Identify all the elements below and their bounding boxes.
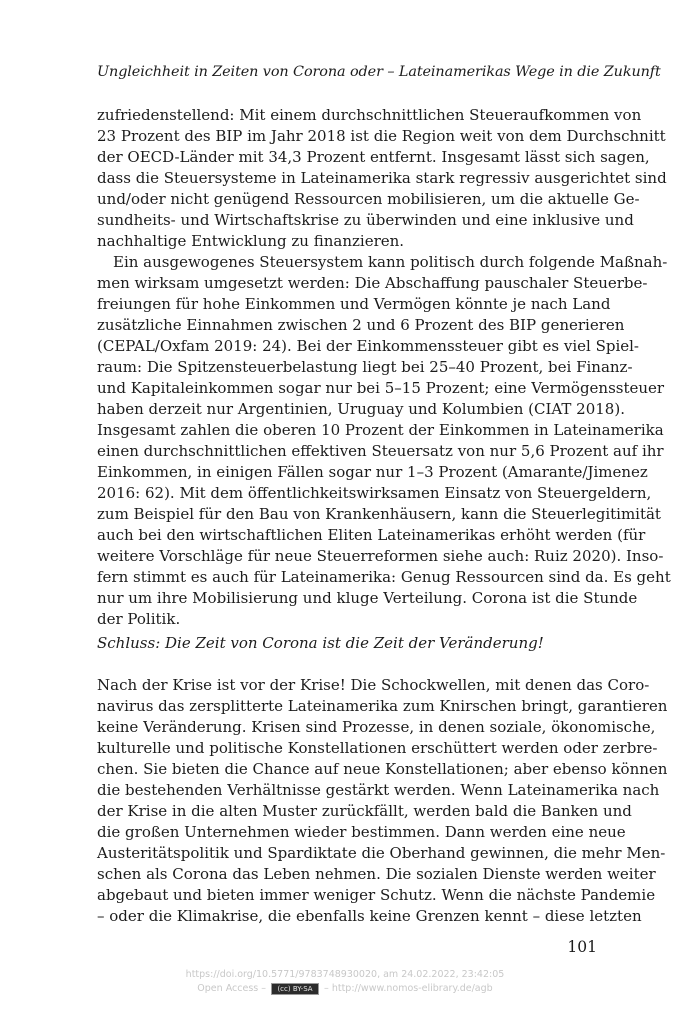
section-heading: Schluss: Die Zeit von Corona ist die Zeit der Veränderung! bbox=[97, 634, 544, 652]
cc-license-icon[interactable]: (cc) BY-SA bbox=[271, 983, 319, 995]
text-line: men wirksam umgesetzt werden: Die Abschaffung pauschaler Steuerbe- bbox=[97, 274, 648, 292]
text-line: 23 Prozent des BIP im Jahr 2018 ist die Region weit von dem Durchschnitt bbox=[97, 127, 666, 145]
text-line: fern stimmt es auch für Lateinamerika: Genug Ressourcen sind da. Es geht bbox=[97, 568, 671, 586]
text-line: der Politik. bbox=[97, 610, 181, 628]
text-line: der OECD-Länder mit 34,3 Prozent entfernt. Insgesamt lässt sich sagen, bbox=[97, 148, 650, 166]
text-line: abgebaut und bieten immer weniger Schutz. Wenn die nächste Pandemie bbox=[97, 886, 656, 904]
text-line: der Krise in die alten Muster zurückfällt, werden bald die Banken und bbox=[97, 802, 632, 820]
text-line: zufriedenstellend: Mit einem durchschnittlichen Steueraufkommen von bbox=[97, 106, 642, 124]
text-line: die bestehenden Verhältnisse gestärkt werden. Wenn Lateinamerika nach bbox=[97, 781, 660, 799]
text-line: Insgesamt zahlen die oberen 10 Prozent der Einkommen in Lateinamerika bbox=[97, 421, 664, 439]
page-number: 101 bbox=[567, 938, 597, 956]
open-access-label: Open Access – bbox=[197, 983, 266, 994]
text-line: kulturelle und politische Konstellationen erschüttert werden oder zerbre- bbox=[97, 739, 658, 757]
text-line: raum: Die Spitzensteuerbelastung liegt bei 25–40 Prozent, bei Finanz- bbox=[97, 358, 633, 376]
text-line: einen durchschnittlichen effektiven Steuersatz von nur 5,6 Prozent auf ihr bbox=[97, 442, 664, 460]
text-line: auch bei den wirtschaftlichen Eliten Lateinamerikas erhöht werden (für bbox=[97, 526, 646, 544]
text-line: navirus das zersplitterte Lateinamerika zum Knirschen bringt, garantieren bbox=[97, 697, 668, 715]
doi-line[interactable]: https://doi.org/10.5771/9783748930020, am 24.02.2022, 23:42:05 bbox=[185, 969, 505, 980]
agb-link[interactable]: – http://www.nomos-elibrary.de/agb bbox=[324, 983, 493, 994]
text-line: schen als Corona das Leben nehmen. Die sozialen Dienste werden weiter bbox=[97, 865, 656, 883]
text-line: dass die Steuersysteme in Lateinamerika stark regressiv ausgerichtet sind bbox=[97, 169, 667, 187]
text-line: freiungen für hohe Einkommen und Vermögen könnte je nach Land bbox=[97, 295, 611, 313]
text-line: zusätzliche Einnahmen zwischen 2 und 6 Prozent des BIP generieren bbox=[97, 316, 625, 334]
text-line: 2016: 62). Mit dem öffentlichkeitswirksamen Einsatz von Steuergeldern, bbox=[97, 484, 652, 502]
text-line: Nach der Krise ist vor der Krise! Die Schockwellen, mit denen das Coro- bbox=[97, 676, 650, 694]
text-line: Ein ausgewogenes Steuersystem kann politisch durch folgende Maßnah- bbox=[113, 253, 668, 271]
text-line: Austeritätspolitik und Spardiktate die Oberhand gewinnen, die mehr Men- bbox=[97, 844, 666, 862]
text-line: weitere Vorschläge für neue Steuerreformen siehe auch: Ruiz 2020). Inso- bbox=[97, 547, 664, 565]
running-header: Ungleichheit in Zeiten von Corona oder – Lateinamerikas Wege in die Zukunft bbox=[97, 64, 661, 80]
text-line: keine Veränderung. Krisen sind Prozesse, in denen soziale, ökonomische, bbox=[97, 718, 656, 736]
text-line: – oder die Klimakrise, die ebenfalls keine Grenzen kennt – diese letzten bbox=[97, 907, 642, 925]
paragraph-2 bbox=[97, 252, 671, 630]
text-line: zum Beispiel für den Bau von Krankenhäusern, kann die Steuerlegitimität bbox=[97, 505, 661, 523]
access-footer bbox=[0, 968, 690, 996]
text-line: Einkommen, in einigen Fällen sogar nur 1–3 Prozent (Amarante/Jimenez bbox=[97, 463, 648, 481]
text-line: chen. Sie bieten die Chance auf neue Konstellationen; aber ebenso können bbox=[97, 760, 668, 778]
paragraph-3 bbox=[97, 675, 668, 927]
text-line: nachhaltige Entwicklung zu finanzieren. bbox=[97, 232, 405, 250]
text-line: (CEPAL/Oxfam 2019: 24). Bei der Einkommenssteuer gibt es viel Spiel- bbox=[97, 337, 639, 355]
text-line: haben derzeit nur Argentinien, Uruguay und Kolumbien (CIAT 2018). bbox=[97, 400, 625, 418]
text-line: nur um ihre Mobilisierung und kluge Verteilung. Corona ist die Stunde bbox=[97, 589, 638, 607]
text-line: sundheits- und Wirtschaftskrise zu überwinden und eine inklusive und bbox=[97, 211, 634, 229]
text-line: die großen Unternehmen wieder bestimmen. Dann werden eine neue bbox=[97, 823, 626, 841]
paragraph-1 bbox=[97, 105, 667, 252]
text-line: und/oder nicht genügend Ressourcen mobilisieren, um die aktuelle Ge- bbox=[97, 190, 640, 208]
license-line bbox=[0, 982, 690, 996]
text-line: und Kapitaleinkommen sogar nur bei 5–15 Prozent; eine Vermögenssteuer bbox=[97, 379, 665, 397]
